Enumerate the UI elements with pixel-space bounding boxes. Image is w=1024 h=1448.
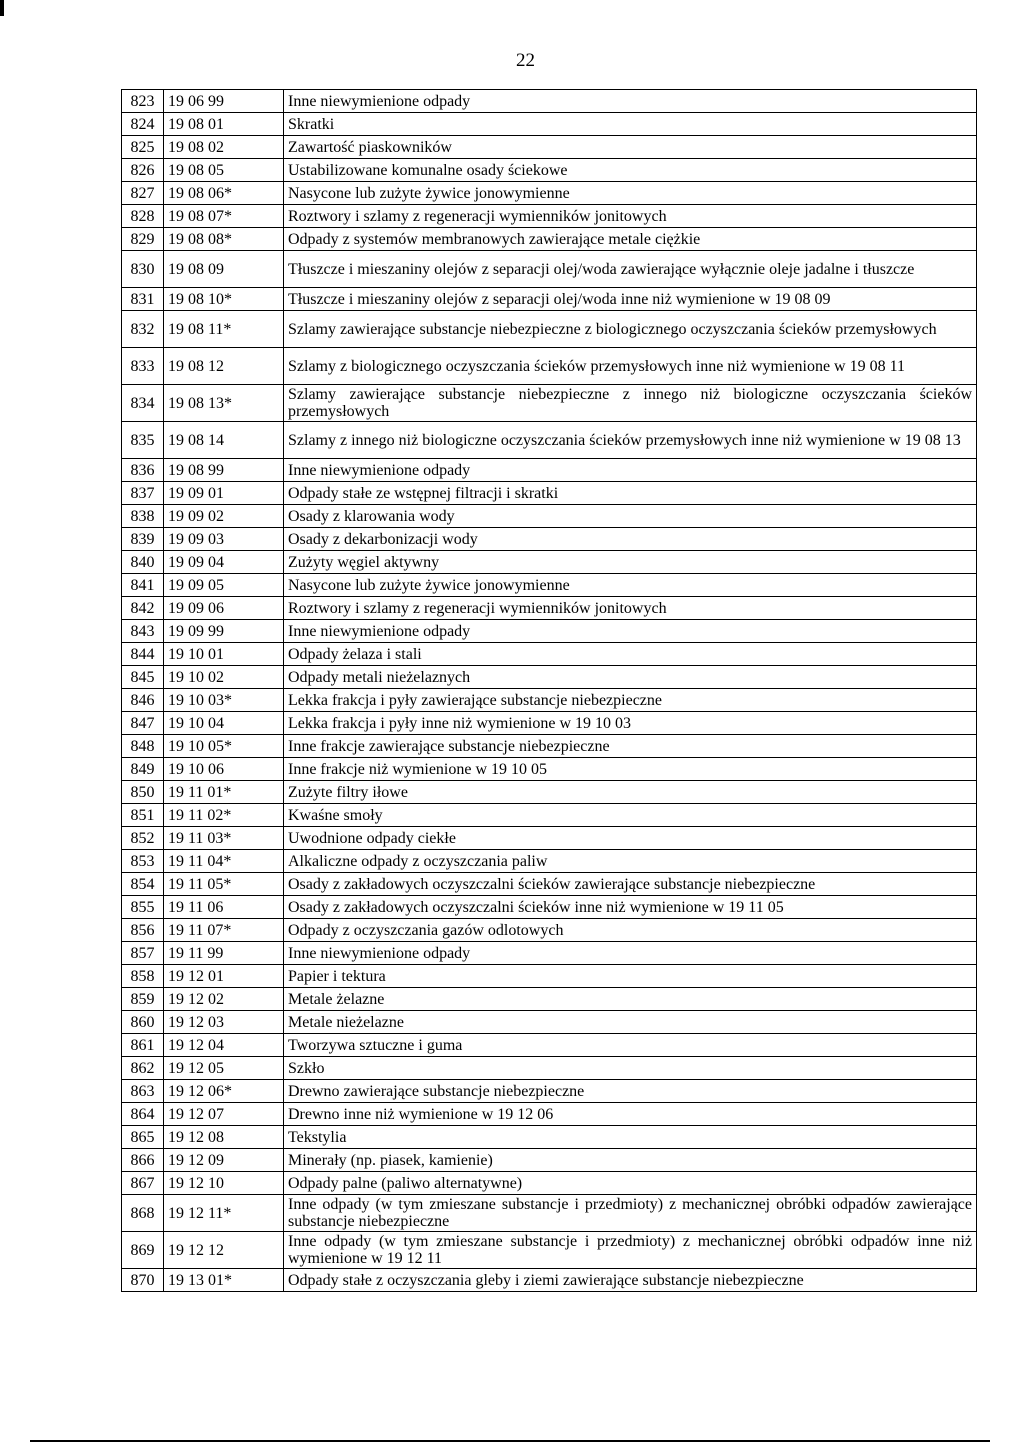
table-row [122,422,977,459]
waste-code: 19 12 04 [164,1034,284,1057]
waste-description: Inne niewymienione odpady [284,90,977,113]
row-number: 851 [122,804,164,827]
row-number: 843 [122,620,164,643]
waste-description: Metale żelazne [284,988,977,1011]
table-row [122,988,977,1011]
row-number: 859 [122,988,164,1011]
table-row [122,311,977,348]
table-row [122,1172,977,1195]
table-row [122,1195,977,1232]
row-number: 828 [122,205,164,228]
row-number: 854 [122,873,164,896]
row-number: 832 [122,311,164,348]
row-number: 831 [122,288,164,311]
scan-edge-mark [0,0,4,16]
waste-description: Papier i tektura [284,965,977,988]
waste-code: 19 09 02 [164,505,284,528]
row-number: 869 [122,1232,164,1269]
waste-description: Uwodnione odpady ciekłe [284,827,977,850]
bottom-rule [30,1440,990,1442]
waste-code: 19 12 03 [164,1011,284,1034]
table-row [122,459,977,482]
waste-catalog-table [121,89,977,1292]
table-row [122,1126,977,1149]
table-row [122,1232,977,1269]
table-row [122,896,977,919]
row-number: 855 [122,896,164,919]
row-number: 866 [122,1149,164,1172]
row-number: 865 [122,1126,164,1149]
waste-code: 19 09 06 [164,597,284,620]
waste-description: Inne niewymienione odpady [284,620,977,643]
row-number: 842 [122,597,164,620]
row-number: 830 [122,251,164,288]
table-row [122,666,977,689]
row-number: 862 [122,1057,164,1080]
waste-description: Nasycone lub zużyte żywice jonowymienne [284,574,977,597]
table-row [122,689,977,712]
table-row [122,597,977,620]
waste-description: Osady z klarowania wody [284,505,977,528]
row-number: 852 [122,827,164,850]
waste-description: Odpady palne (paliwo alternatywne) [284,1172,977,1195]
waste-description: Kwaśne smoły [284,804,977,827]
waste-description: Inne frakcje niż wymienione w 19 10 05 [284,758,977,781]
waste-code: 19 10 01 [164,643,284,666]
table-row [122,942,977,965]
table-row [122,873,977,896]
waste-code: 19 08 09 [164,251,284,288]
waste-code: 19 12 02 [164,988,284,1011]
row-number: 864 [122,1103,164,1126]
waste-description: Tłuszcze i mieszaniny olejów z separacji olej/woda zawierające wyłącznie oleje jadalne i tłuszcze [284,251,977,288]
waste-description: Osady z zakładowych oczyszczalni ścieków zawierające substancje niebezpieczne [284,873,977,896]
waste-code: 19 11 05* [164,873,284,896]
waste-code: 19 10 05* [164,735,284,758]
row-number: 834 [122,385,164,422]
waste-code: 19 12 09 [164,1149,284,1172]
waste-description: Szkło [284,1057,977,1080]
row-number: 845 [122,666,164,689]
waste-code: 19 08 05 [164,159,284,182]
waste-description: Zużyte filtry iłowe [284,781,977,804]
table-row [122,288,977,311]
waste-code: 19 09 03 [164,528,284,551]
waste-code: 19 12 11* [164,1195,284,1232]
table-row [122,1080,977,1103]
row-number: 839 [122,528,164,551]
row-number: 827 [122,182,164,205]
row-number: 838 [122,505,164,528]
waste-description: Odpady stałe z oczyszczania gleby i ziemi zawierające substancje niebezpieczne [284,1269,977,1292]
waste-description: Odpady żelaza i stali [284,643,977,666]
waste-description: Lekka frakcja i pyły zawierające substancje niebezpieczne [284,689,977,712]
waste-description: Metale nieżelazne [284,1011,977,1034]
waste-description: Szlamy z innego niż biologiczne oczyszczania ścieków przemysłowych inne niż wymienione w 19 08 13 [284,422,977,459]
waste-description: Lekka frakcja i pyły inne niż wymienione w 19 10 03 [284,712,977,735]
waste-code: 19 08 99 [164,459,284,482]
waste-description: Minerały (np. piasek, kamienie) [284,1149,977,1172]
row-number: 870 [122,1269,164,1292]
row-number: 860 [122,1011,164,1034]
waste-description: Osady z dekarbonizacji wody [284,528,977,551]
waste-code: 19 08 13* [164,385,284,422]
waste-code: 19 11 04* [164,850,284,873]
table-row [122,385,977,422]
waste-description: Odpady stałe ze wstępnej filtracji i skratki [284,482,977,505]
waste-description: Roztwory i szlamy z regeneracji wymienników jonitowych [284,205,977,228]
waste-description: Inne odpady (w tym zmieszane substancje i przedmioty) z mechanicznej obróbki odpadów zawierające substancje niebezpieczne [284,1195,977,1232]
table-row [122,228,977,251]
waste-code: 19 08 08* [164,228,284,251]
row-number: 853 [122,850,164,873]
waste-code: 19 08 01 [164,113,284,136]
row-number: 846 [122,689,164,712]
row-number: 848 [122,735,164,758]
waste-description: Drewno zawierające substancje niebezpieczne [284,1080,977,1103]
waste-code: 19 08 12 [164,348,284,385]
waste-code: 19 10 03* [164,689,284,712]
waste-description: Szlamy zawierające substancje niebezpieczne z innego niż biologiczne oczyszczania ścieków przemysłowych [284,385,977,422]
row-number: 849 [122,758,164,781]
waste-code: 19 11 99 [164,942,284,965]
waste-description: Tekstylia [284,1126,977,1149]
table-row [122,1149,977,1172]
table-row [122,159,977,182]
waste-description: Inne frakcje zawierające substancje niebezpieczne [284,735,977,758]
waste-code: 19 12 07 [164,1103,284,1126]
row-number: 861 [122,1034,164,1057]
row-number: 837 [122,482,164,505]
row-number: 847 [122,712,164,735]
table-row [122,1011,977,1034]
waste-code: 19 11 02* [164,804,284,827]
waste-code: 19 10 02 [164,666,284,689]
row-number: 825 [122,136,164,159]
waste-description: Szlamy z biologicznego oczyszczania ścieków przemysłowych inne niż wymienione w 19 08 11 [284,348,977,385]
waste-description: Odpady z systemów membranowych zawierające metale ciężkie [284,228,977,251]
waste-code: 19 08 14 [164,422,284,459]
table-row [122,827,977,850]
row-number: 836 [122,459,164,482]
table-row [122,574,977,597]
table-row [122,182,977,205]
waste-description: Szlamy zawierające substancje niebezpieczne z biologicznego oczyszczania ścieków przemysłowych [284,311,977,348]
waste-description: Inne odpady (w tym zmieszane substancje i przedmioty) z mechanicznej obróbki odpadów inne niż wymienione w 19 12 11 [284,1232,977,1269]
row-number: 850 [122,781,164,804]
waste-code: 19 10 04 [164,712,284,735]
table-row [122,620,977,643]
table-row [122,735,977,758]
waste-code: 19 11 07* [164,919,284,942]
table-row [122,804,977,827]
row-number: 823 [122,90,164,113]
waste-code: 19 12 08 [164,1126,284,1149]
waste-code: 19 10 06 [164,758,284,781]
waste-code: 19 12 06* [164,1080,284,1103]
row-number: 826 [122,159,164,182]
table-row [122,1034,977,1057]
waste-description: Osady z zakładowych oczyszczalni ścieków inne niż wymienione w 19 11 05 [284,896,977,919]
table-row [122,482,977,505]
table-row [122,643,977,666]
table-row [122,251,977,288]
table-row [122,113,977,136]
table-row [122,136,977,159]
table-row [122,551,977,574]
waste-code: 19 09 04 [164,551,284,574]
table-row [122,205,977,228]
row-number: 863 [122,1080,164,1103]
table-row [122,965,977,988]
row-number: 835 [122,422,164,459]
table-row [122,1269,977,1292]
waste-code: 19 12 12 [164,1232,284,1269]
waste-description: Ustabilizowane komunalne osady ściekowe [284,159,977,182]
waste-description: Tworzywa sztuczne i guma [284,1034,977,1057]
waste-description: Inne niewymienione odpady [284,459,977,482]
row-number: 856 [122,919,164,942]
row-number: 858 [122,965,164,988]
row-number: 841 [122,574,164,597]
row-number: 824 [122,113,164,136]
waste-description: Nasycone lub zużyte żywice jonowymienne [284,182,977,205]
row-number: 857 [122,942,164,965]
table-row [122,1103,977,1126]
row-number: 833 [122,348,164,385]
waste-description: Tłuszcze i mieszaniny olejów z separacji olej/woda inne niż wymienione w 19 08 09 [284,288,977,311]
waste-description: Zużyty węgiel aktywny [284,551,977,574]
row-number: 840 [122,551,164,574]
table-row [122,758,977,781]
waste-code: 19 09 05 [164,574,284,597]
waste-description: Odpady metali nieżelaznych [284,666,977,689]
table-row [122,781,977,804]
waste-code: 19 08 10* [164,288,284,311]
waste-code: 19 12 10 [164,1172,284,1195]
page-number: 22 [516,50,535,71]
waste-code: 19 12 05 [164,1057,284,1080]
waste-code: 19 11 01* [164,781,284,804]
waste-code: 19 13 01* [164,1269,284,1292]
row-number: 844 [122,643,164,666]
row-number: 868 [122,1195,164,1232]
waste-code: 19 09 01 [164,482,284,505]
waste-table-body [122,90,977,1292]
waste-code: 19 06 99 [164,90,284,113]
table-row [122,850,977,873]
waste-code: 19 08 02 [164,136,284,159]
waste-description: Alkaliczne odpady z oczyszczania paliw [284,850,977,873]
table-row [122,528,977,551]
table-row [122,919,977,942]
row-number: 867 [122,1172,164,1195]
waste-code: 19 12 01 [164,965,284,988]
table-row [122,348,977,385]
waste-description: Skratki [284,113,977,136]
waste-code: 19 08 06* [164,182,284,205]
waste-description: Drewno inne niż wymienione w 19 12 06 [284,1103,977,1126]
waste-code: 19 08 11* [164,311,284,348]
waste-description: Zawartość piaskowników [284,136,977,159]
table-row [122,90,977,113]
table-row [122,1057,977,1080]
waste-code: 19 11 06 [164,896,284,919]
waste-code: 19 11 03* [164,827,284,850]
table-row [122,505,977,528]
waste-description: Inne niewymienione odpady [284,942,977,965]
waste-code: 19 09 99 [164,620,284,643]
waste-description: Roztwory i szlamy z regeneracji wymienników jonitowych [284,597,977,620]
waste-code: 19 08 07* [164,205,284,228]
waste-description: Odpady z oczyszczania gazów odlotowych [284,919,977,942]
row-number: 829 [122,228,164,251]
table-row [122,712,977,735]
